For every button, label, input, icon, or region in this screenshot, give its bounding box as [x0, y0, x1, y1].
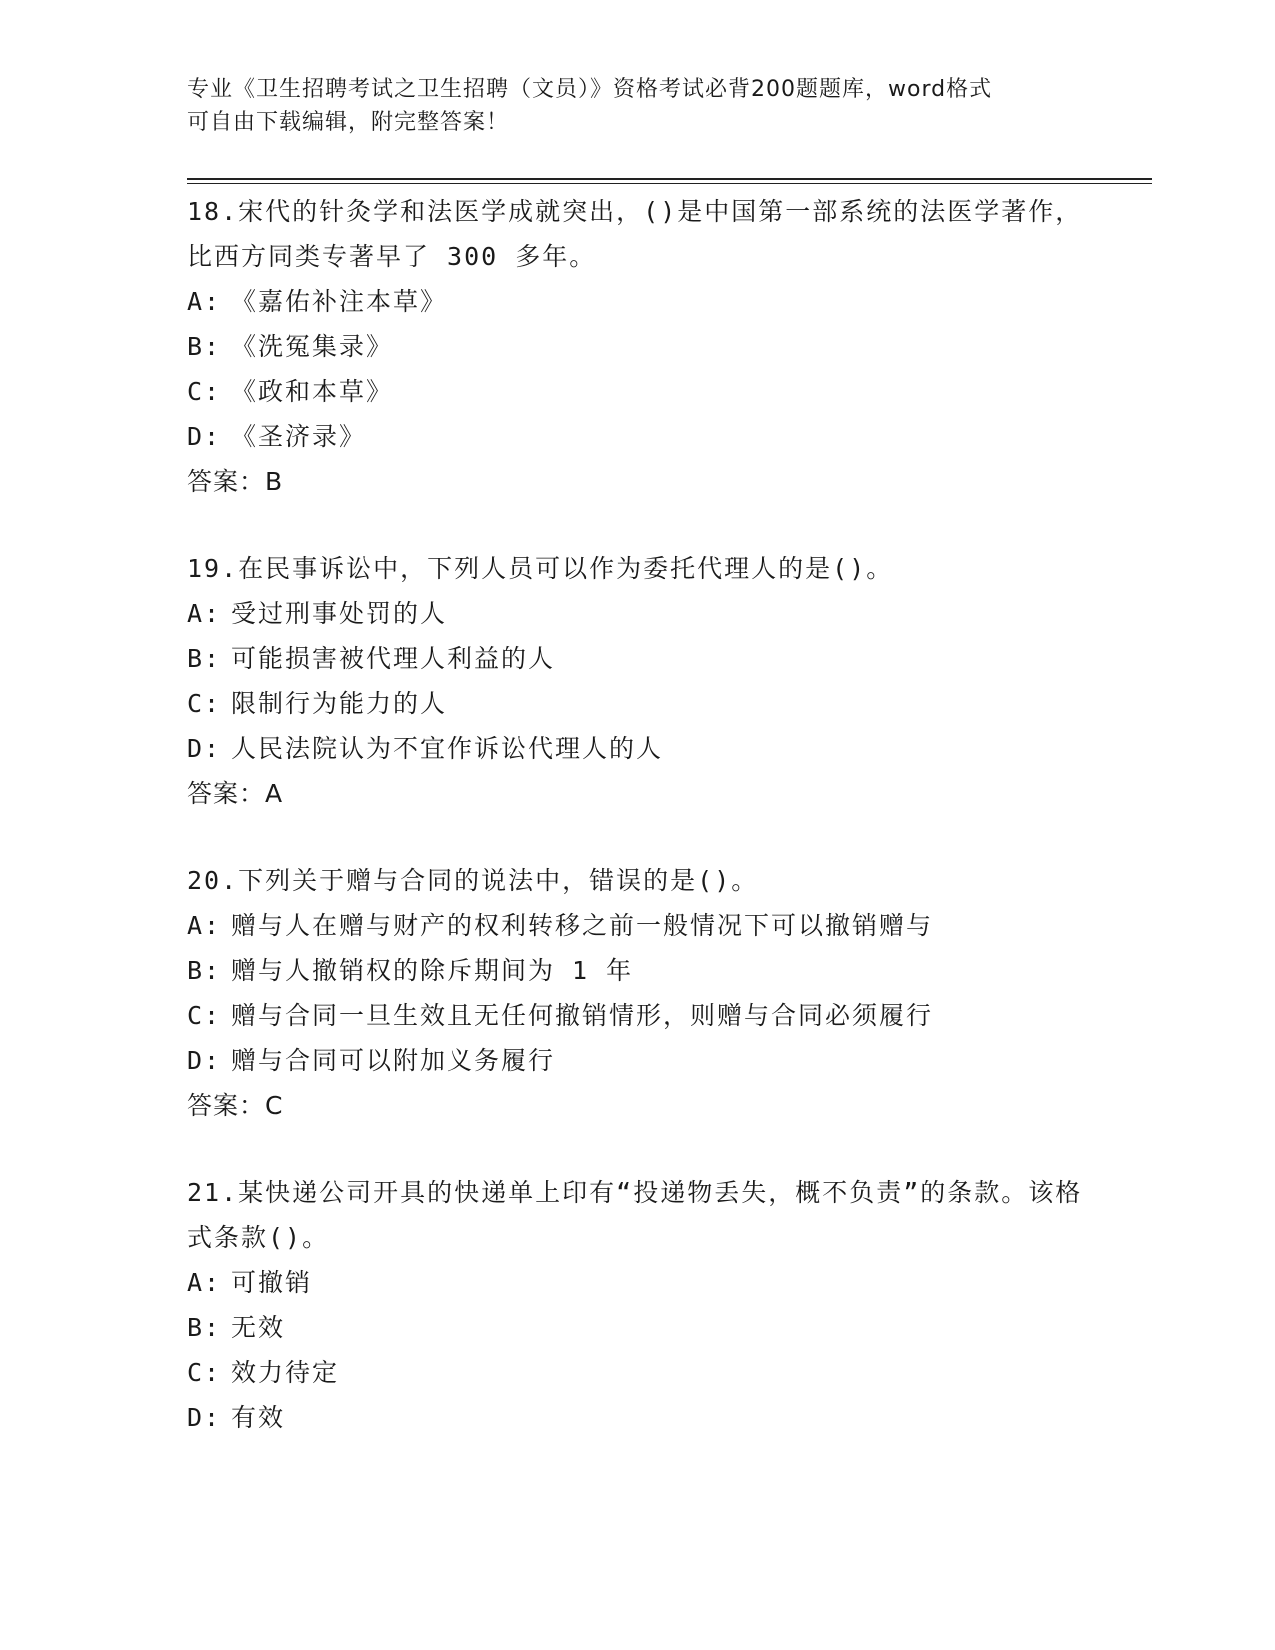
option-c [187, 369, 1087, 414]
option-key: B: [187, 1313, 222, 1342]
option-key: B: [187, 956, 222, 985]
option-text: 可撤销 [231, 1268, 313, 1297]
option-c [187, 681, 1087, 726]
option-d [187, 1395, 1087, 1440]
option-d [187, 726, 1087, 771]
option-key: B: [187, 644, 222, 673]
option-a [187, 903, 1087, 948]
option-text: 赠与人在赠与财产的权利转移之前一般情况下可以撤销赠与 [231, 911, 934, 940]
option-a [187, 1260, 1087, 1305]
option-text: 有效 [231, 1403, 286, 1432]
question-19 [187, 546, 1087, 816]
option-key: C: [187, 689, 222, 718]
option-text: 《嘉佑补注本草》 [231, 287, 448, 316]
option-text: 赠与合同一旦生效且无任何撤销情形，则赠与合同必须履行 [231, 1001, 934, 1030]
question-stem: 21.某快递公司开具的快递单上印有“投递物丢失，概不负责”的条款。该格式条款()。 [187, 1178, 1083, 1252]
option-text: 受过刑事处罚的人 [231, 599, 448, 628]
option-text: 限制行为能力的人 [231, 689, 448, 718]
option-key: A: [187, 287, 222, 316]
option-text: 《圣济录》 [231, 422, 367, 451]
option-list [187, 1260, 1087, 1440]
header-line-2: 可自由下载编辑，附完整答案！ [187, 110, 510, 135]
question-stem: 19.在民事诉讼中，下列人员可以作为委托代理人的是()。 [187, 554, 894, 583]
header-divider [187, 178, 1152, 184]
option-b [187, 948, 1087, 993]
option-b [187, 1305, 1087, 1350]
option-key: C: [187, 1001, 222, 1030]
answer-line: 答案：A [187, 779, 284, 808]
option-text: 赠与合同可以附加义务履行 [231, 1046, 556, 1075]
option-key: C: [187, 377, 222, 406]
option-text: 可能损害被代理人利益的人 [231, 644, 556, 673]
option-b [187, 324, 1087, 369]
option-key: D: [187, 422, 222, 451]
option-list [187, 591, 1087, 771]
question-stem: 18.宋代的针灸学和法医学成就突出，()是中国第一部系统的法医学著作，比西方同类专著早了 300 多年。 [187, 197, 1083, 271]
option-text: 效力待定 [231, 1358, 340, 1387]
option-text: 《政和本草》 [231, 377, 394, 406]
option-a [187, 591, 1087, 636]
option-list [187, 279, 1087, 459]
option-key: C: [187, 1358, 222, 1387]
answer-line: 答案：B [187, 467, 284, 496]
option-a [187, 279, 1087, 324]
option-key: D: [187, 734, 222, 763]
option-c [187, 1350, 1087, 1395]
question-18 [187, 189, 1087, 504]
option-key: B: [187, 332, 222, 361]
question-20 [187, 858, 1087, 1128]
option-key: D: [187, 1403, 222, 1432]
option-key: D: [187, 1046, 222, 1075]
option-text: 人民法院认为不宜作诉讼代理人的人 [231, 734, 664, 763]
question-stem: 20.下列关于赠与合同的说法中，错误的是()。 [187, 866, 759, 895]
option-list [187, 903, 1087, 1083]
option-key: A: [187, 599, 222, 628]
answer-line: 答案：C [187, 1091, 284, 1120]
document-header [187, 73, 1067, 139]
question-list [187, 189, 1087, 1482]
option-text: 赠与人撤销权的除斥期间为 1 年 [231, 956, 634, 985]
option-text: 《洗冤集录》 [231, 332, 394, 361]
option-c [187, 993, 1087, 1038]
option-d [187, 414, 1087, 459]
option-key: A: [187, 1268, 222, 1297]
option-b [187, 636, 1087, 681]
option-key: A: [187, 911, 222, 940]
header-line-1: 专业《卫生招聘考试之卫生招聘（文员）》资格考试必背200题题库，word格式 [187, 77, 993, 102]
option-text: 无效 [231, 1313, 286, 1342]
option-d [187, 1038, 1087, 1083]
question-21 [187, 1170, 1087, 1440]
